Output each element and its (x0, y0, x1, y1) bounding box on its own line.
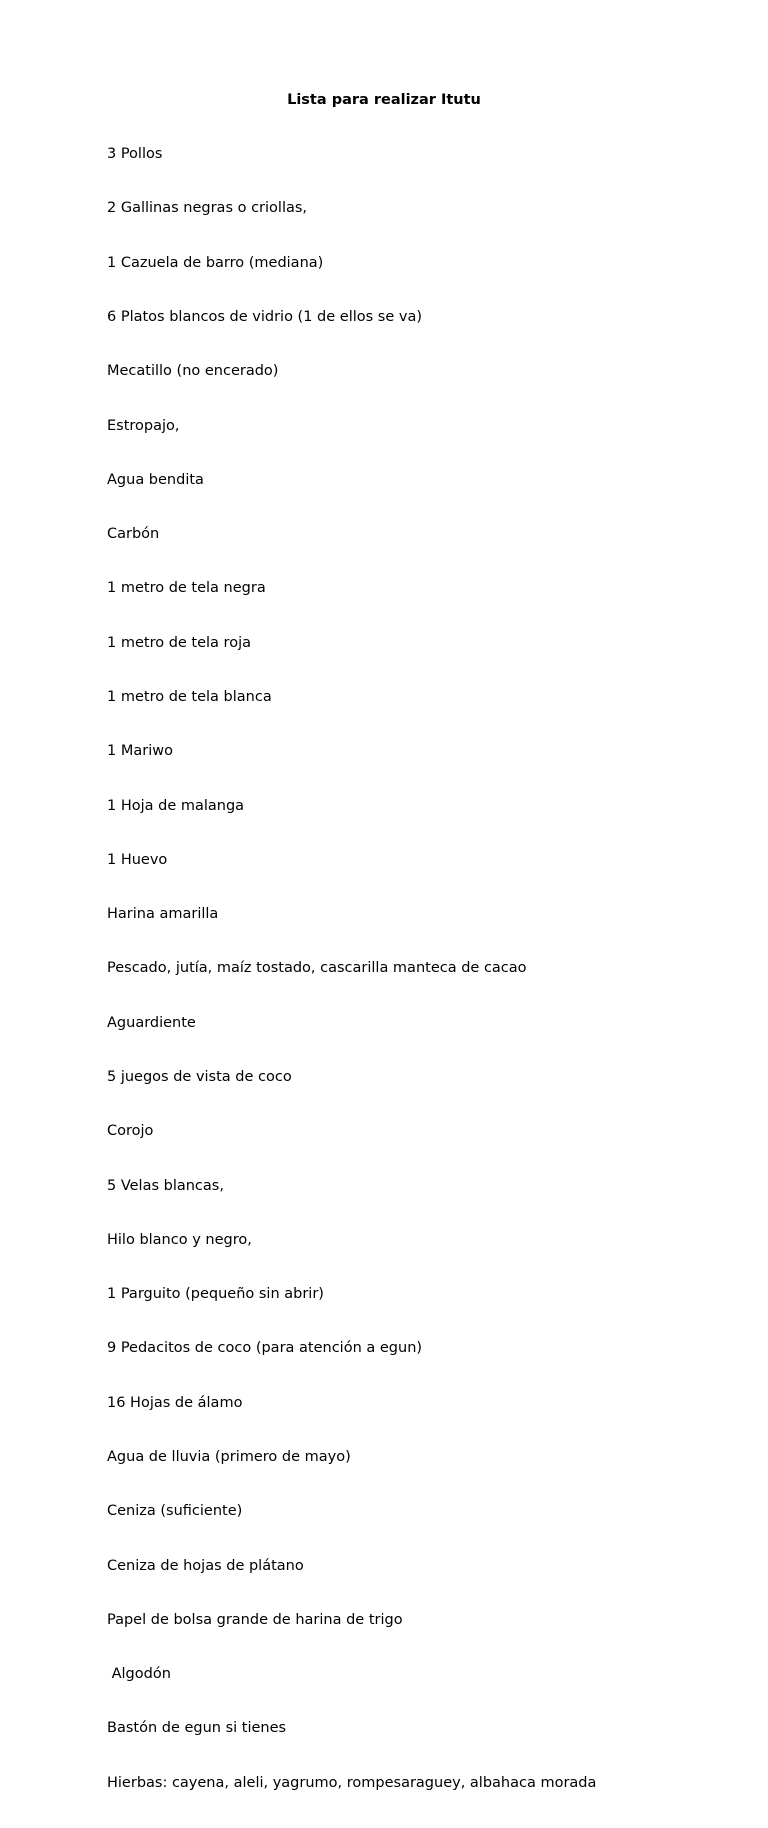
list-item: 5 Velas blancas, (107, 1177, 224, 1194)
list-item: Agua bendita (107, 471, 204, 488)
list-item: 3 Pollos (107, 146, 163, 163)
list-item: Mecatillo (no encerado) (107, 363, 279, 380)
list-item: 2 Gallinas negras o criollas, (107, 200, 308, 217)
list-item: 6 Platos blancos de vidrio (1 de ellos se va) (107, 309, 422, 326)
list-item: 1 metro de tela negra (107, 580, 266, 597)
list-item: Hierbas: cayena, aleli, yagrumo, rompesaraguey, albahaca morada (107, 1774, 597, 1791)
list-item: Pescado, jutía, maíz tostado, cascarilla manteca de cacao (107, 960, 527, 977)
list-item: 9 Pedacitos de coco (para atención a egun) (107, 1340, 423, 1357)
list-item: 1 metro de tela blanca (107, 689, 272, 705)
list-item: 16 Hojas de álamo (107, 1394, 243, 1411)
ingredient-list (107, 109, 596, 1828)
list-item: Papel de bolsa grande de harina de trigo (107, 1611, 403, 1628)
list-item: 1 Hoja de malanga (107, 797, 245, 814)
list-item: Estropajo, (107, 417, 180, 434)
list-item: 1 Parguito (pequeño sin abrir) (107, 1286, 324, 1303)
list-item: Algodón (107, 1666, 171, 1683)
list-item: Bastón de egun si tienes (107, 1720, 287, 1737)
list-item: 1 Huevo (107, 851, 168, 868)
document-title: Lista para realizar Itutu (287, 92, 481, 108)
list-item: Ceniza de hojas de plátano (107, 1557, 304, 1574)
list-item: 5 juegos de vista de coco (107, 1068, 292, 1085)
list-item: Agua de lluvia (primero de mayo) (107, 1448, 351, 1465)
list-item: 1 Mariwo (107, 743, 173, 760)
list-item: 1 metro de tela roja (107, 634, 251, 651)
list-item: Aguardiente (107, 1014, 196, 1031)
list-item: Corojo (107, 1123, 154, 1140)
list-item: Ceniza (suficiente) (107, 1503, 243, 1520)
list-item: Carbón (107, 526, 160, 543)
list-item: Hilo blanco y negro, (107, 1231, 252, 1248)
list-item: 1 Cazuela de barro (mediana) (107, 254, 324, 271)
list-item: Harina amarilla (107, 906, 219, 923)
